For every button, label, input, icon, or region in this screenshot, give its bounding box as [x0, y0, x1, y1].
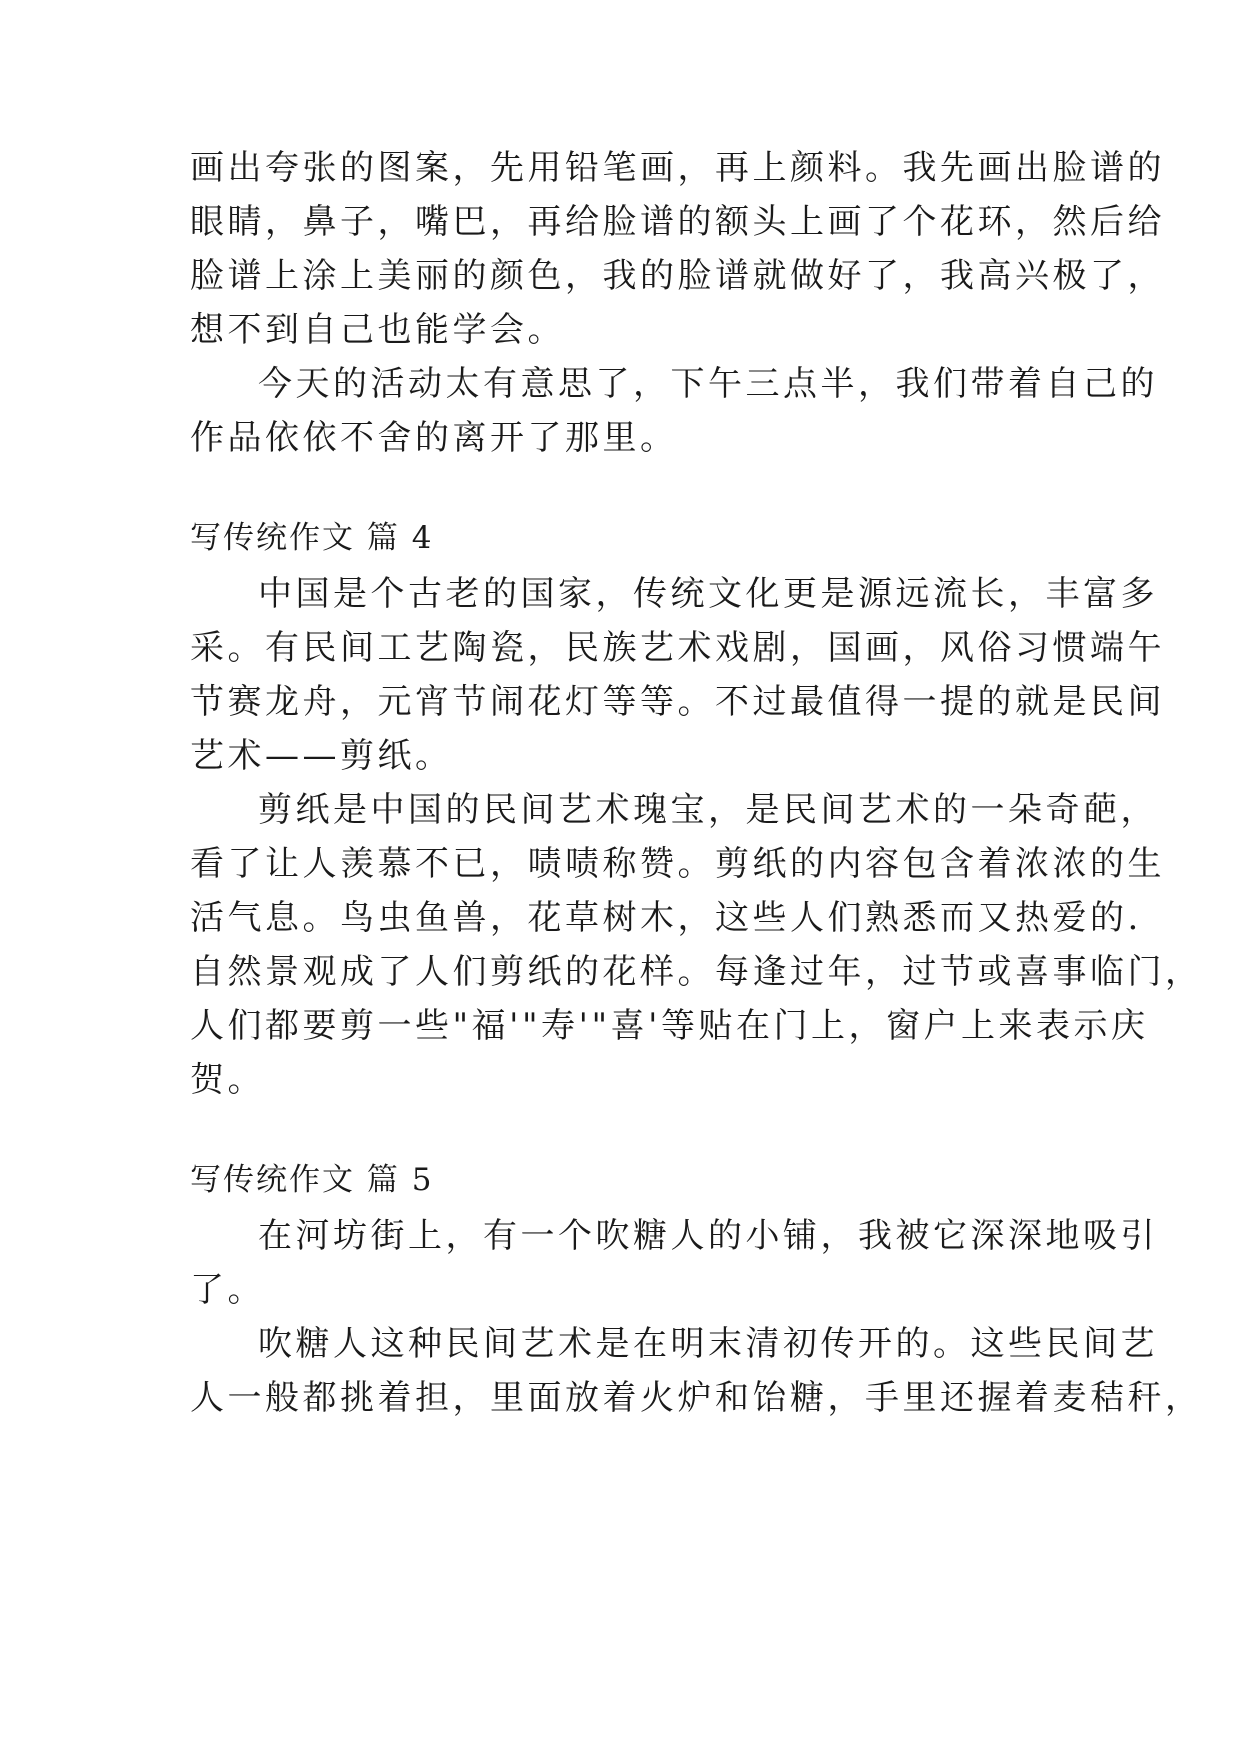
section-heading: 写传统作文 篇 4: [190, 520, 434, 556]
paragraph-line: 了。: [190, 1270, 265, 1310]
paragraph-line: 在河坊街上，有一个吹糖人的小铺，我被它深深地吸引: [258, 1216, 1158, 1256]
paragraph-line: 人一般都挑着担，里面放着火炉和饴糖，手里还握着麦秸秆，: [190, 1378, 1203, 1418]
paragraph-line: 今天的活动太有意思了，下午三点半，我们带着自己的: [258, 364, 1158, 404]
paragraph-line: 看了让人羡慕不已，啧啧称赞。剪纸的内容包含着浓浓的生: [190, 844, 1165, 884]
paragraph-line: 想不到自己也能学会。: [190, 310, 565, 350]
paragraph-line: 采。有民间工艺陶瓷，民族艺术戏剧，国画，风俗习惯端午: [190, 628, 1165, 668]
paragraph-line: 自然景观成了人们剪纸的花样。每逢过年，过节或喜事临门，: [190, 952, 1203, 992]
section-heading: 写传统作文 篇 5: [190, 1162, 434, 1198]
paragraph-line: 眼睛，鼻子，嘴巴，再给脸谱的额头上画了个花环，然后给: [190, 202, 1165, 242]
paragraph-line: 活气息。鸟虫鱼兽，花草树木，这些人们熟悉而又热爱的.: [190, 898, 1142, 938]
paragraph-line: 画出夸张的图案，先用铅笔画，再上颜料。我先画出脸谱的: [190, 148, 1165, 188]
paragraph-line: 脸谱上涂上美丽的颜色，我的脸谱就做好了，我高兴极了，: [190, 256, 1165, 296]
paragraph-line: 吹糖人这种民间艺术是在明末清初传开的。这些民间艺: [258, 1324, 1158, 1364]
paragraph-line: 贺。: [190, 1060, 265, 1100]
paragraph-line: 人们都要剪一些"福'"寿'"喜'等贴在门上，窗户上来表示庆: [190, 1006, 1149, 1046]
paragraph-line: 剪纸是中国的民间艺术瑰宝，是民间艺术的一朵奇葩，: [258, 790, 1158, 830]
paragraph-line: 节赛龙舟，元宵节闹花灯等等。不过最值得一提的就是民间: [190, 682, 1165, 722]
paragraph-line: 中国是个古老的国家，传统文化更是源远流长，丰富多: [258, 574, 1158, 614]
paragraph-line: 艺术——剪纸。: [190, 736, 453, 776]
paragraph-line: 作品依依不舍的离开了那里。: [190, 418, 678, 458]
